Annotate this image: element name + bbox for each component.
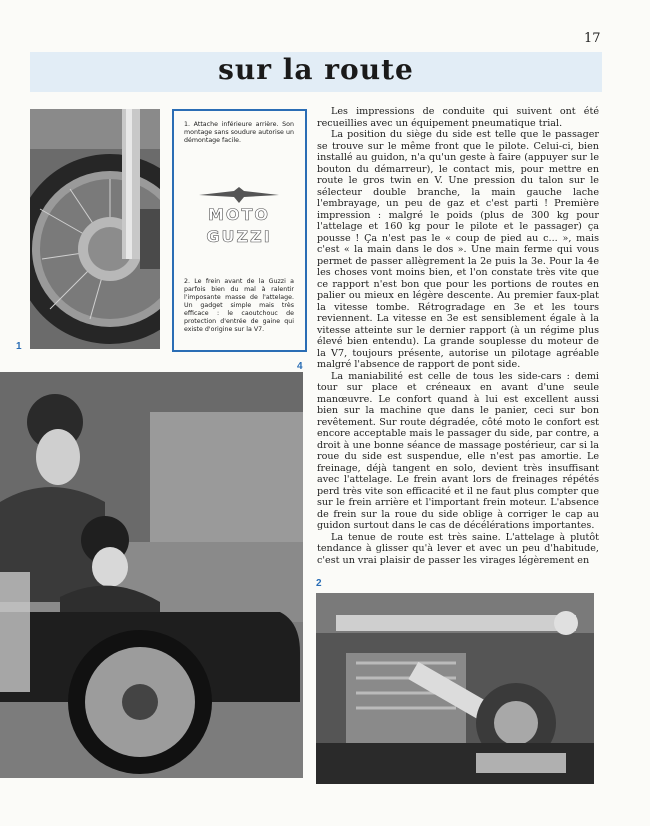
page-number: 17: [584, 31, 601, 46]
article-paragraph: Les impressions de conduite qui suivent ont été recueillies avec un équipement pneumatique trial.: [317, 106, 599, 129]
photo-front-wheel: [30, 109, 160, 349]
page-title: sur la route: [218, 53, 414, 86]
logo-word-moto: MOTO: [207, 205, 271, 224]
article-body: [317, 106, 599, 566]
article-paragraph: La tenue de route est très saine. L'attelage à plutôt tendance à glisser qu'à lever et avec un peu d'habitude, c'est un vrai plaisir de passer les virages légèrement en: [317, 531, 599, 566]
article-paragraph: La position du siège du side est telle que le passager se trouve sur le même front que le pilote. Celui-ci, bien installé au guidon, n'a qu'un geste à faire (appuyer sur le bouton du démarreur), le contact mis, pour mettre en route le gros twin en V. Une pression du talon sur le sélecteur double branche, la main gauche lache l'embrayage, un peu de gaz et c'est parti ! Première impression : malgré le poids (plus de 300 kg pour l'attelage et 160 kg pour le pilote et le passager) ça pousse ! Ça n'est pas le « coup de pied au c... », mais c'est « la main dans le dos ». Une main ferme qui vous permet de passer allègrement la 2e puis la 3e. Pour la 4e les choses vont moins bien, et l'on constate très vite que ce rapport n'est bon que pour les portions de routes en palier ou mieux en légère descente. Au premier faux-plat la vitesse tombe. Rétrogradage en 3e et les tours reviennent. La vitesse en 3e est sensiblement égale à la vitesse atteinte sur le dernier rapport (à un régime plus élevé bien entendu). La grande souplesse du moteur de la V7, toujours présente, autorise un pilotage agréable malgré l'absence de rapport de pont side.: [317, 129, 599, 370]
figure-number-1: 1: [16, 341, 22, 352]
photo-engine-detail: [316, 593, 594, 784]
photo-sidecar-riders: [0, 372, 303, 778]
eagle-icon: [194, 185, 284, 205]
caption-box: [172, 109, 307, 352]
article-paragraph: La maniabilité est celle de tous les side-cars : demi tour sur place et créneaux en avant d'une seule manœuvre. Le confort quand à lui est excellent aussi bien sur la machine que dans le panier, ceci sur bon revêtement. Sur route dégradée, côté moto le confort est encore acceptable mais le passager du side, par contre, a droit à une bonne séance de massage postérieur, car si la roue du side est suspendue, elle n'est pas amortie. Le freinage, déjà tangent en solo, devient très insuffisant avec l'attelage. Le frein avant lors de freinages répétés perd très vite son efficacité et il ne faut plus compter que sur le frein arrière et l'important frein moteur. L'absence de frein sur la roue du side oblige à corriger le cap au guidon surtout dans le cas de décélérations importantes.: [317, 370, 599, 531]
figure-number-2: 2: [316, 578, 322, 589]
logo-word-guzzi: GUZZI: [206, 227, 272, 246]
caption-2: 2. Le frein avant de la Guzzi a parfois bien du mal à ralentir l'imposante masse de l'attelage. Un gadget simple mais très efficace : le caoutchouc de protection d'entrée de gaine qui existe d'origine sur la V7.: [184, 278, 294, 333]
caption-1: 1. Attache inférieure arrière. Son montage sans soudure autorise un démontage facile.: [184, 121, 294, 144]
figure-number-4: 4: [297, 361, 303, 372]
moto-guzzi-logo: [194, 185, 284, 257]
